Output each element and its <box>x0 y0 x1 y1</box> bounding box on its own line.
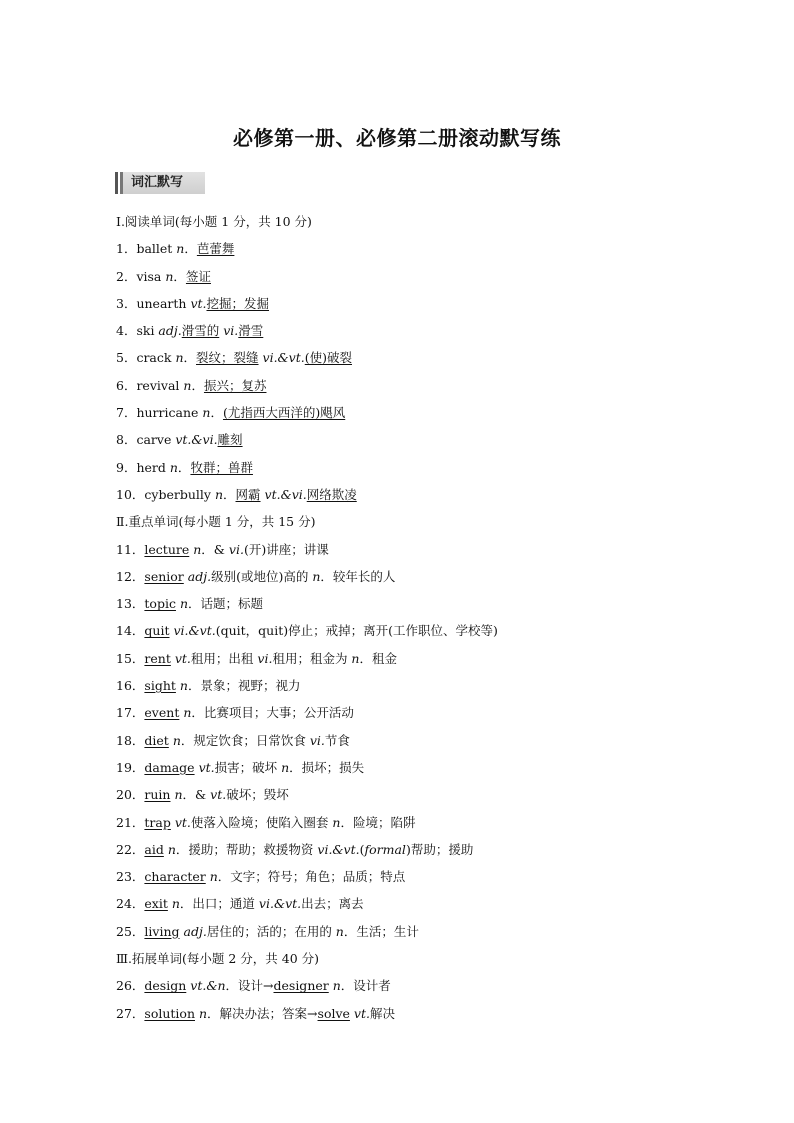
vocab-item <box>116 290 756 317</box>
answer-text: topic <box>144 596 176 612</box>
vocab-item <box>116 1000 756 1027</box>
vocab-item <box>116 536 756 563</box>
answer-text: (使)破裂 <box>304 350 352 366</box>
item-text: 21． <box>116 814 145 830</box>
item-text: ． <box>191 377 204 393</box>
vocab-item <box>116 918 756 945</box>
vocab-item <box>116 809 756 836</box>
part-of-speech: n <box>174 787 183 803</box>
answer-text: design <box>144 978 187 994</box>
part-of-speech: vi.&vt. <box>262 350 305 366</box>
item-text: 使落入险境；使陷入圈套 <box>190 814 333 830</box>
part-of-speech: vt.&vi. <box>264 486 307 502</box>
vocab-item <box>116 890 756 917</box>
item-text: ．规定饮食；日常饮食 <box>180 732 310 748</box>
vocab-item <box>116 372 756 399</box>
part-of-speech: n <box>351 650 360 666</box>
vocab-item <box>116 563 756 590</box>
answer-text: designer <box>273 978 329 994</box>
answer-text: sight <box>144 678 176 694</box>
part-of-speech: n <box>176 241 185 257</box>
item-text: 27． <box>116 1005 145 1021</box>
vocab-item <box>116 781 756 808</box>
vocab-item <box>116 590 756 617</box>
answer-text: trap <box>144 814 171 830</box>
part-of-speech: n <box>214 486 223 502</box>
part-of-speech: vt.&vi. <box>175 432 218 448</box>
item-text: ．险境；陷阱 <box>340 814 416 830</box>
part-of-speech: n <box>172 732 181 748</box>
answer-text: living <box>144 923 180 939</box>
answer-text: 挖掘；发掘 <box>206 295 270 311</box>
part-of-speech: vi.&vt. <box>258 896 302 912</box>
item-text: ．景象；视野；视力 <box>187 678 301 694</box>
part-of-speech: adj. <box>158 323 182 339</box>
item-text: 级别(或地位)高的 <box>211 568 313 584</box>
item-text: 18． <box>116 732 145 748</box>
vocab-item <box>116 399 756 426</box>
part-of-speech: n <box>171 896 180 912</box>
badge-bar-decoration <box>115 172 118 194</box>
answer-text: 裂纹；裂缝 <box>196 350 259 366</box>
item-text: 解决 <box>369 1005 395 1021</box>
item-text: (开)讲座；讲课 <box>243 541 329 557</box>
answer-text: 雕刻 <box>217 432 243 448</box>
answer-text: 网霸 <box>235 486 261 502</box>
part-of-speech: n <box>183 377 192 393</box>
item-text: 4．ski <box>116 323 159 339</box>
item-text: ．出口；通道 <box>179 896 259 912</box>
answer-text: damage <box>144 759 195 775</box>
item-text: ． <box>223 486 236 502</box>
item-text: ( <box>359 841 365 857</box>
part-of-speech: adj. <box>183 923 207 939</box>
item-text: 损害；破坏 <box>214 759 282 775</box>
answer-text: 振兴；复苏 <box>203 377 267 393</box>
part-of-speech: vi. <box>309 732 325 748</box>
item-text: ．生活；生计 <box>343 923 419 939</box>
part-of-speech: vi. <box>257 650 273 666</box>
part-of-speech: vt. <box>174 650 191 666</box>
vocab-item <box>116 263 756 290</box>
part-of-speech: vt.&n <box>190 978 226 994</box>
part-of-speech: formal <box>364 841 406 857</box>
item-text: ．话题；标题 <box>188 596 264 612</box>
vocab-item <box>116 617 756 644</box>
vocab-item <box>116 645 756 672</box>
part-of-speech: n <box>198 1005 208 1021</box>
item-text: 9．herd <box>116 459 170 475</box>
item-text: ．较年长的人 <box>320 568 396 584</box>
part-of-speech: vt. <box>190 295 207 311</box>
part-of-speech: n <box>183 705 192 721</box>
vocab-item <box>116 672 756 699</box>
section-heading: Ⅰ.阅读单词(每小题 1 分，共 10 分) <box>116 214 312 229</box>
badge-label: 词汇默写 <box>123 172 205 194</box>
item-text: ． <box>184 241 197 257</box>
part-of-speech: adj. <box>187 568 212 584</box>
vocab-item <box>116 481 756 508</box>
part-of-speech: vi. <box>223 323 239 339</box>
item-text: ．文字；符号；角色；品质；特点 <box>217 869 406 885</box>
section-heading: Ⅱ.重点单词(每小题 1 分，共 15 分) <box>116 514 316 530</box>
answer-text: 滑雪 <box>238 323 264 339</box>
section-badge <box>115 172 205 194</box>
vocab-item <box>116 426 756 453</box>
item-text: 23． <box>116 869 145 885</box>
item-text: 破坏；毁坏 <box>226 787 289 803</box>
vocab-item <box>116 727 756 754</box>
part-of-speech: n <box>169 459 178 475</box>
section-heading: Ⅲ.拓展单词(每小题 2 分，共 40 分) <box>116 951 320 967</box>
part-of-speech: vt. <box>210 787 227 803</box>
item-text: 8．carve <box>116 432 176 448</box>
item-text: ．设计→ <box>225 978 274 994</box>
answer-text: senior <box>144 568 184 584</box>
item-text: 10．cyberbully <box>116 486 215 502</box>
item-text: )帮助；援助 <box>405 841 474 857</box>
part-of-speech: n <box>332 814 341 830</box>
vocab-item <box>116 235 756 262</box>
item-text: ． <box>210 405 223 421</box>
part-of-speech: n <box>167 841 176 857</box>
part-of-speech: vt. <box>353 1005 370 1021</box>
item-text: 7．hurricane <box>116 405 203 421</box>
part-of-speech: vi.&vt. <box>317 841 360 857</box>
part-of-speech: n <box>175 350 184 366</box>
item-text: ． <box>173 268 186 284</box>
answer-text: exit <box>144 896 168 912</box>
item-text: ． <box>183 350 197 366</box>
item-text: 26． <box>116 978 145 994</box>
item-text: 2．visa <box>116 268 166 284</box>
item-text: 24． <box>116 896 145 912</box>
item-text: ． <box>177 459 191 475</box>
item-text: 1．ballet <box>116 241 177 257</box>
vocab-item <box>116 344 756 371</box>
vocab-item <box>116 863 756 890</box>
part-of-speech: n <box>335 923 344 939</box>
answer-text: event <box>144 705 180 721</box>
part-of-speech: n <box>165 268 174 284</box>
exercise-list <box>116 208 756 1027</box>
answer-text: aid <box>144 841 164 857</box>
part-of-speech: n <box>193 541 202 557</box>
answer-text: 滑雪的 <box>181 323 220 339</box>
item-text: 17． <box>116 705 145 721</box>
item-text: ．& <box>201 541 229 557</box>
item-text: ．设计者 <box>340 978 391 994</box>
item-text: 22． <box>116 841 145 857</box>
item-text: 租用；出租 <box>190 650 258 666</box>
item-text: 居住的；活的；在用的 <box>206 923 336 939</box>
item-text: 11． <box>116 541 145 557</box>
part-of-speech: vt. <box>174 814 191 830</box>
answer-text: solve <box>317 1005 350 1021</box>
item-text: ．比赛项目；大事；公开活动 <box>191 705 354 721</box>
part-of-speech: vi.&vt. <box>173 623 216 639</box>
item-text: (quit，quit)停止；戒掉；离开(工作职位、学校等) <box>215 623 498 639</box>
answer-text: rent <box>144 650 171 666</box>
answer-text: ruin <box>144 787 171 803</box>
item-text: 14． <box>116 623 145 639</box>
part-of-speech: vt. <box>198 759 215 775</box>
item-text: ．援助；帮助；救援物资 <box>175 841 318 857</box>
vocab-item <box>116 317 756 344</box>
answer-text: diet <box>144 732 169 748</box>
vocab-item <box>116 699 756 726</box>
part-of-speech: n <box>312 568 321 584</box>
item-text: 15． <box>116 650 145 666</box>
vocab-item <box>116 972 756 999</box>
part-of-speech: n <box>202 405 211 421</box>
part-of-speech: vi. <box>228 541 244 557</box>
part-of-speech: n <box>332 978 341 994</box>
part-of-speech: n <box>179 678 188 694</box>
item-text: 20． <box>116 787 145 803</box>
item-text: 租用；租金为 <box>272 650 352 666</box>
part-of-speech: n <box>179 596 189 612</box>
item-text: 12． <box>116 568 145 584</box>
answer-text: solution <box>144 1005 195 1021</box>
vocab-item <box>116 836 756 863</box>
part-of-speech: n <box>209 869 218 885</box>
item-text: ．解决办法；答案→ <box>207 1005 318 1021</box>
item-text: 19． <box>116 759 145 775</box>
vocab-item <box>116 754 756 781</box>
vocab-item <box>116 454 756 481</box>
item-text: 3．unearth <box>116 295 191 311</box>
item-text: ．租金 <box>359 650 397 666</box>
item-text: 5．crack <box>116 350 176 366</box>
answer-text: 牧群；兽群 <box>190 459 253 475</box>
answer-text: 签证 <box>185 268 211 284</box>
item-text: 6．revival <box>116 377 184 393</box>
item-text: 出去；离去 <box>301 896 364 912</box>
answer-text: (尤指西大西洋的)飓风 <box>222 405 346 421</box>
answer-text: character <box>144 869 206 885</box>
item-text: ．损坏；损失 <box>289 759 365 775</box>
answer-text: 芭蕾舞 <box>196 241 235 257</box>
answer-text: lecture <box>144 541 190 557</box>
item-text: 25． <box>116 923 145 939</box>
answer-text: 网络欺凌 <box>306 486 357 502</box>
answer-text: quit <box>144 623 170 639</box>
item-text: 节食 <box>324 732 350 748</box>
item-text: 16． <box>116 678 145 694</box>
part-of-speech: n <box>281 759 290 775</box>
page-title: 必修第一册、必修第二册滚动默写练 <box>233 126 561 150</box>
item-text: 13． <box>116 596 145 612</box>
item-text: ．& <box>182 787 211 803</box>
